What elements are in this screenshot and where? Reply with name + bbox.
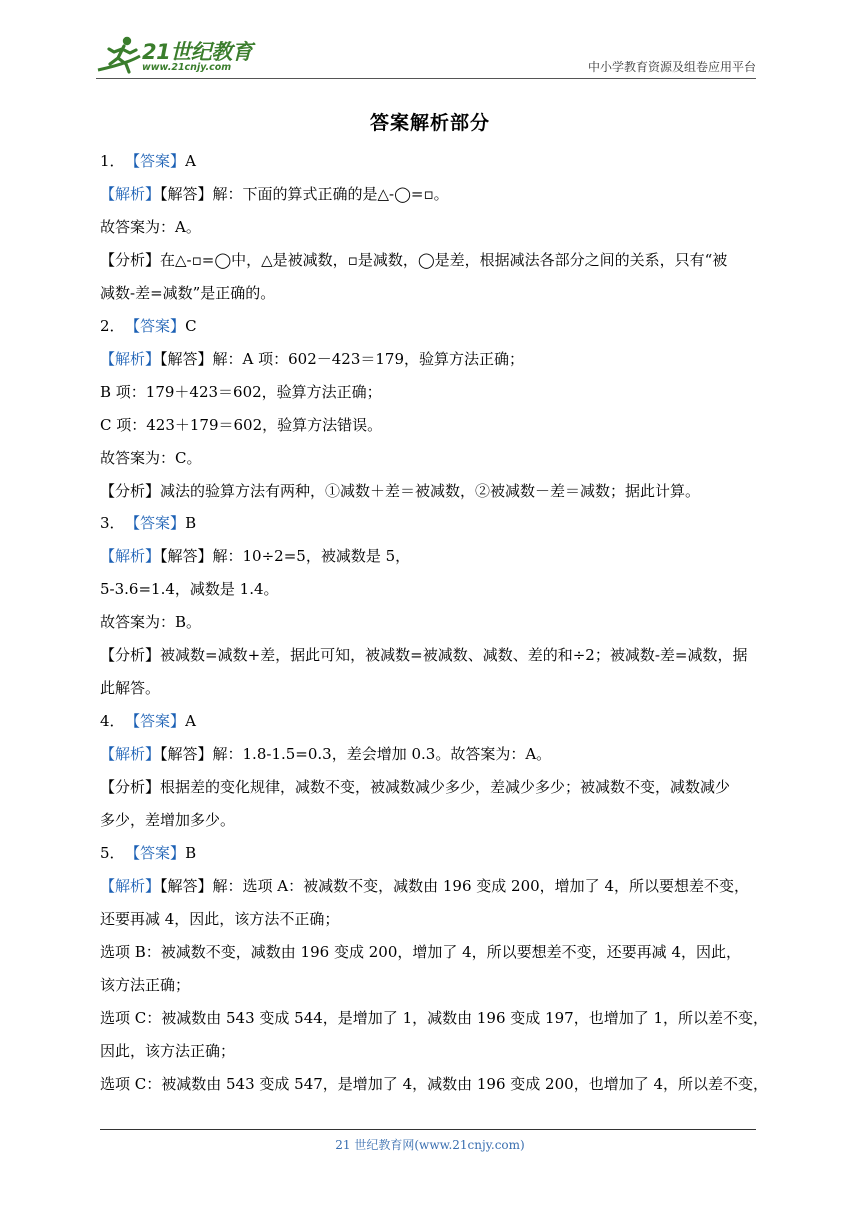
section-tag: 【答案】 [132,152,186,170]
line-text: A [185,712,196,730]
text-line [100,579,279,599]
section-tag: 【解析】 [100,877,161,895]
line-text: 还要再减 4，因此，该方法不正确； [100,910,340,928]
text-line [100,1008,768,1028]
line-text: 多少，差增加多少。 [100,811,236,829]
line-text: B 项：179＋423＝602，验算方法正确； [100,383,382,401]
text-line [100,1074,768,1094]
section-tag: 【答案】 [132,712,186,730]
line-text: A [185,152,196,170]
text-line [100,415,382,435]
text-line [100,645,747,665]
text-line [100,843,196,863]
text-line [100,546,410,566]
text-line [100,349,524,369]
line-text: B [185,844,197,862]
section-tag: 【答案】 [132,844,186,862]
text-line [100,513,196,533]
line-text: 选项 C：被减数由 543 变成 544，是增加了 1，减数由 196 变成 197，也增加了 1，所以差不变， [100,1009,769,1027]
section-tag: 【解析】 [100,350,161,368]
question-number: 4． [100,712,125,730]
line-text: 【解答】解：选项 A：被减数不变，减数由 196 变成 200，增加了 4，所以要想差不变， [160,877,749,895]
page-title: 答案解析部分 [369,112,490,134]
section-tag: 【解析】 [100,745,161,763]
text-line [100,382,382,402]
question-number: 3． [100,514,125,532]
line-text: 选项 B：被减数不变，减数由 196 变成 200，增加了 4，所以要想差不变，还要再减 4，因此， [100,943,741,961]
logo-url: www.21cnjy.com [142,62,232,73]
text-line [100,217,201,237]
line-text: C [185,317,197,335]
text-line [100,678,160,698]
question-number: 2． [100,317,125,335]
page-footer: 21 世纪教育网(www.21cnjy.com) [335,1138,525,1152]
line-text: 此解答。 [100,679,161,697]
section-tag: 【答案】 [132,514,186,532]
line-text: 因此，该方法正确； [100,1042,236,1060]
line-text: 故答案为：B。 [100,613,202,631]
text-line [100,612,201,632]
section-tag: 【解析】 [100,185,161,203]
text-line [100,250,727,270]
text-line [100,942,741,962]
text-line [100,810,235,830]
line-text: 选项 C：被减数由 543 变成 547，是增加了 4，减数由 196 变成 200，也增加了 4，所以差不变， [100,1075,769,1093]
text-line [100,777,730,797]
line-text: 故答案为：A。 [100,218,201,236]
text-line [100,448,201,468]
line-text: 【解答】解：10÷2=5，被减数是 5， [160,547,411,565]
line-text: 【解答】解：下面的算式正确的是△-◯=▫。 [160,185,449,203]
footer-divider [100,1129,756,1130]
text-line [100,876,749,896]
text-line [100,1041,235,1061]
section-tag: 【解析】 [100,547,161,565]
text-line [100,184,449,204]
section-tag: 【答案】 [132,317,186,335]
line-text: 故答案为：C。 [100,449,202,467]
line-text: 【分析】根据差的变化规律，减数不变，被减数减少多少，差减少多少；被减数不变，减数减少 [100,778,731,796]
question-number: 1． [100,152,125,170]
line-text: 【解答】解：A 项：602－423＝179，验算方法正确； [160,350,525,368]
logo [96,34,266,76]
text-line [100,316,197,336]
line-text: 【分析】被减数=减数+差，据此可知，被减数=被减数、减数、差的和÷2；被减数-差=减数，据 [100,646,748,664]
line-text: 该方法正确； [100,976,191,994]
line-text: 【分析】减法的验算方法有两种，①减数＋差＝被减数，②被减数－差＝减数；据此计算。 [100,482,701,500]
page-header [96,30,756,79]
line-text: 减数-差=减数”是正确的。 [100,284,276,302]
text-line [100,283,275,303]
text-line [100,151,196,171]
line-text: 5-3.6=1.4，减数是 1.4。 [100,580,279,598]
line-text: C 项：423＋179＝602，验算方法错误。 [100,416,383,434]
text-line [100,744,551,764]
line-text: 【分析】在△-▫=◯中，△是被减数，▫是减数，◯是差，根据减法各部分之间的关系，只有“被 [100,251,728,269]
text-line [100,481,700,501]
question-number: 5． [100,844,125,862]
text-line [100,909,339,929]
text-line [100,711,196,731]
line-text: 【解答】解：1.8-1.5=0.3，差会增加 0.3。故答案为：A。 [160,745,552,763]
line-text: B [185,514,197,532]
logo-text: 21世纪教育 [142,40,253,64]
platform-name: 中小学教育资源及组卷应用平台 [587,60,756,74]
text-line [100,975,190,995]
